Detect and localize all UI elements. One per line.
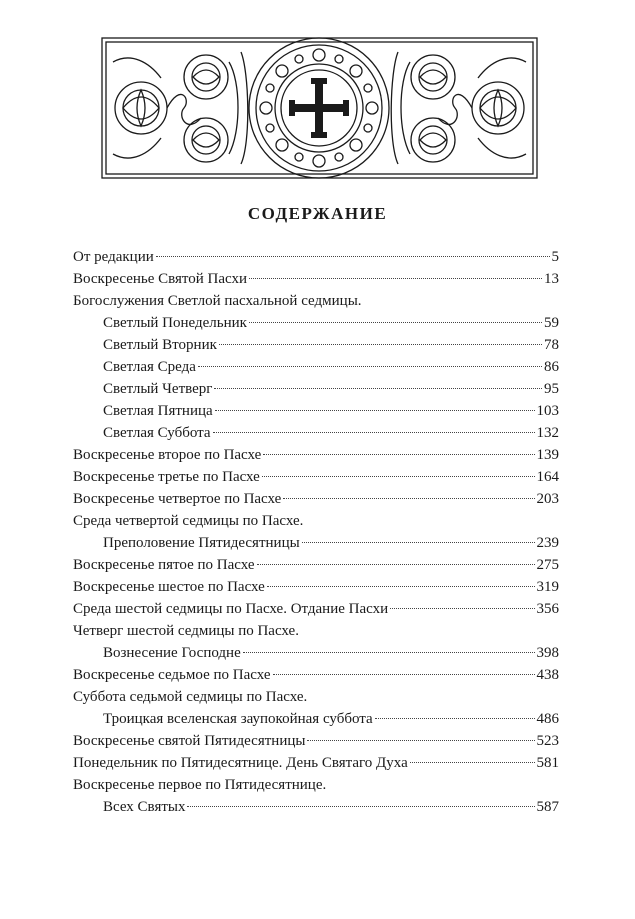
toc-entry-label: Воскресенье седьмое по Пасхе: [73, 667, 271, 683]
toc-entry-label: Среда шестой седмицы по Пасхе. Отдание Пасхи: [73, 601, 389, 617]
toc-dot-leader: [273, 674, 535, 675]
toc-entry-label: Богослужения Светлой пасхальной седмицы.: [73, 293, 362, 309]
toc-entry-page: 78: [544, 337, 559, 353]
toc-entry-label: Суббота седьмой седмицы по Пасхе.: [73, 689, 308, 705]
toc-entry[interactable]: [73, 730, 559, 752]
toc-entry[interactable]: [73, 466, 559, 488]
toc-entry-page: 239: [536, 535, 559, 551]
toc-entry-label: Светлая Суббота: [103, 425, 211, 441]
toc-entry[interactable]: [73, 554, 559, 576]
toc-entry-page: 203: [536, 491, 559, 507]
toc-dot-leader: [213, 432, 535, 433]
toc-entry-page: 587: [536, 799, 559, 815]
toc-entry-label: Воскресенье второе по Пасхе: [73, 447, 262, 463]
toc-dot-leader: [267, 586, 535, 587]
toc-entry-page: 164: [536, 469, 559, 485]
toc-entry-page: 275: [536, 557, 559, 573]
toc-entry[interactable]: [103, 400, 559, 422]
toc-dot-leader: [390, 608, 534, 609]
toc-entry[interactable]: [103, 312, 559, 334]
toc-entry[interactable]: [73, 664, 559, 686]
toc-entry-label: Воскресенье шестое по Пасхе: [73, 579, 265, 595]
toc-entry-page: 86: [544, 359, 559, 375]
toc-entry-page: 319: [536, 579, 559, 595]
toc-entry[interactable]: [103, 356, 559, 378]
toc-entry[interactable]: [103, 422, 559, 444]
toc-entry[interactable]: [73, 752, 559, 774]
toc-entry-page: 523: [536, 733, 559, 749]
toc-dot-leader: [198, 366, 542, 367]
toc-entry-page: 581: [536, 755, 559, 771]
toc-dot-leader: [262, 476, 535, 477]
toc-entry[interactable]: [103, 796, 559, 818]
toc-dot-leader: [243, 652, 535, 653]
toc-entry-label: Светлый Вторник: [103, 337, 217, 353]
toc-entry-label: Светлый Понедельник: [103, 315, 247, 331]
toc-dot-leader: [156, 256, 550, 257]
toc-entry[interactable]: [73, 444, 559, 466]
toc-entry-label: Светлый Четверг: [103, 381, 213, 397]
toc-entry[interactable]: [73, 246, 559, 268]
toc-entry-page: 356: [536, 601, 559, 617]
toc-section-heading: [73, 686, 559, 708]
toc-entry[interactable]: [103, 378, 559, 400]
toc-entry[interactable]: [103, 708, 559, 730]
toc-entry-page: 398: [536, 645, 559, 661]
toc-dot-leader: [249, 278, 542, 279]
toc-entry-label: Воскресенье Святой Пасхи: [73, 271, 248, 287]
toc-entry-label: Светлая Пятница: [103, 403, 213, 419]
toc-entry-page: 5: [551, 249, 559, 265]
toc-entry[interactable]: [73, 268, 559, 290]
toc-dot-leader: [187, 806, 534, 807]
toc-section-heading: [73, 620, 559, 642]
toc-entry[interactable]: [103, 642, 559, 664]
toc-entry-page: 486: [536, 711, 559, 727]
header-ornament: [101, 22, 538, 188]
toc-entry-label: Понедельник по Пятидесятнице. День Святаго Духа: [73, 755, 408, 771]
toc-entry-label: Вознесение Господне: [103, 645, 241, 661]
toc-entry-label: Троицкая вселенская заупокойная суббота: [103, 711, 373, 727]
toc-entry-label: Преполовение Пятидесятницы: [103, 535, 300, 551]
toc-section-heading: [73, 510, 559, 532]
toc-dot-leader: [215, 410, 535, 411]
toc-entry-label: Светлая Среда: [103, 359, 196, 375]
toc-entry-page: 59: [544, 315, 559, 331]
toc-entry-label: Среда четвертой седмицы по Пасхе.: [73, 513, 304, 529]
toc-entry-label: Воскресенье четвертое по Пасхе: [73, 491, 282, 507]
toc-entry-label: Воскресенье третье по Пасхе: [73, 469, 260, 485]
toc-entry[interactable]: [103, 334, 559, 356]
decorative-header-ornament-icon: [101, 22, 538, 188]
toc-entry-page: 13: [544, 271, 559, 287]
page-title: СОДЕРЖАНИЕ: [247, 204, 388, 223]
toc-dot-leader: [375, 718, 535, 719]
toc-entry-label: Четверг шестой седмицы по Пасхе.: [73, 623, 299, 639]
toc-entry-label: Всех Святых: [103, 799, 186, 815]
toc-dot-leader: [307, 740, 534, 741]
toc-entry[interactable]: [73, 598, 559, 620]
toc-entry-label: Воскресенье первое по Пятидесятнице.: [73, 777, 327, 793]
toc-entry[interactable]: [103, 532, 559, 554]
toc-entry-page: 139: [536, 447, 559, 463]
toc-entry-page: 103: [536, 403, 559, 419]
toc-entry-page: 132: [536, 425, 559, 441]
toc-dot-leader: [283, 498, 534, 499]
toc-entry[interactable]: [73, 576, 559, 598]
toc-dot-leader: [214, 388, 542, 389]
toc-entry[interactable]: [73, 488, 559, 510]
toc-entry-label: От редакции: [73, 249, 154, 265]
toc-section-heading: [73, 290, 559, 312]
toc-dot-leader: [219, 344, 542, 345]
toc-section-heading: [73, 774, 559, 796]
toc-entry-page: 438: [536, 667, 559, 683]
toc-dot-leader: [249, 322, 542, 323]
orthodox-cross-icon: [289, 78, 349, 138]
toc-dot-leader: [302, 542, 535, 543]
toc-entry-page: 95: [544, 381, 559, 397]
toc-dot-leader: [263, 454, 534, 455]
toc-dot-leader: [257, 564, 535, 565]
toc-dot-leader: [410, 762, 535, 763]
toc-entry-label: Воскресенье святой Пятидесятницы: [73, 733, 306, 749]
toc-entry-label: Воскресенье пятое по Пасхе: [73, 557, 255, 573]
